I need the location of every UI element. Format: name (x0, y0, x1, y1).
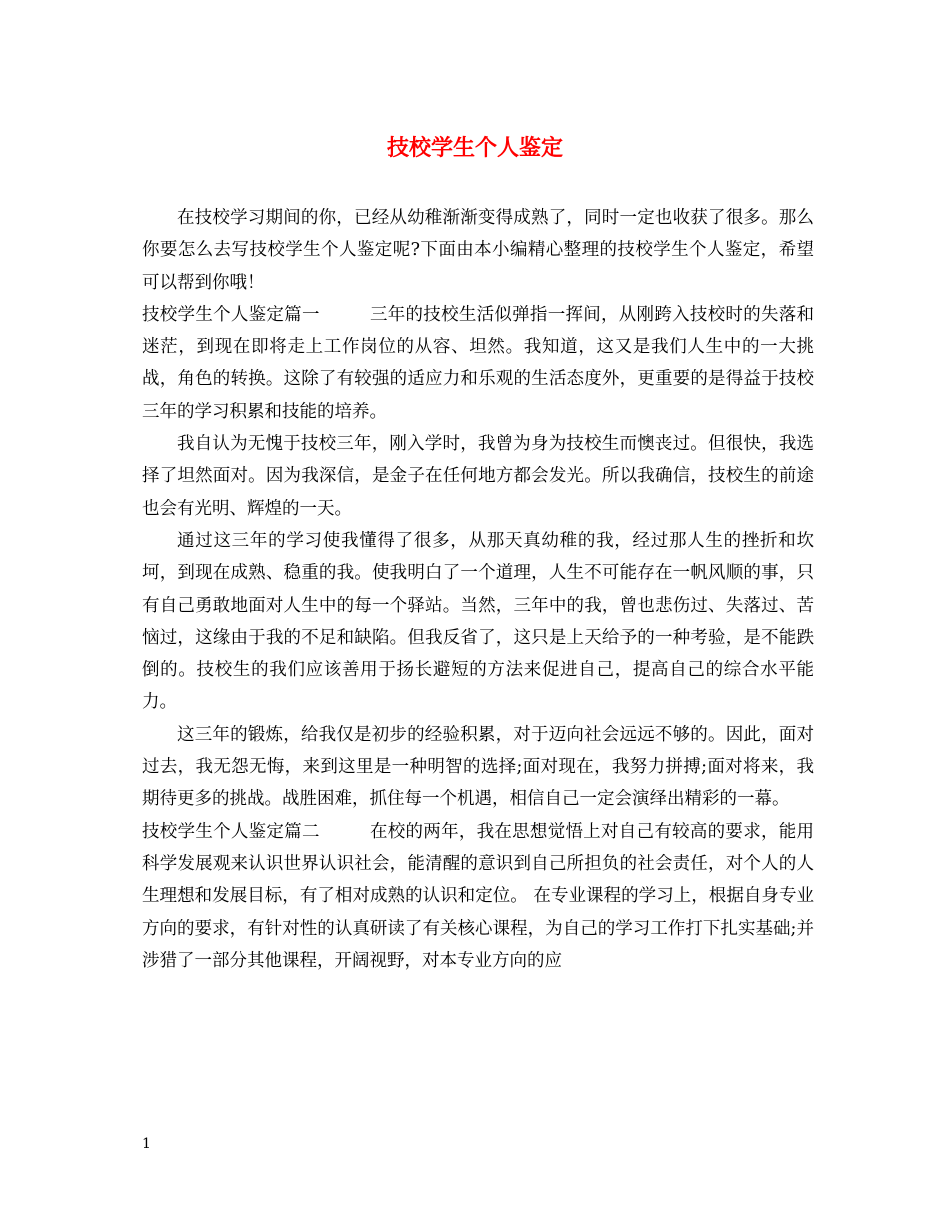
page-number: 1 (142, 1136, 151, 1152)
document-title: 技校学生个人鉴定 (386, 135, 563, 161)
body-paragraph: 我自认为无愧于技校三年，刚入学时，我曾为身为技校生而懊丧过。但很快，我选择了坦然面对。因为我深信，是金子在任何地方都会发光。所以我确信，技校生的前途也会有光明、辉煌的一天。 (142, 434, 814, 519)
intro-paragraph: 在技校学习期间的你，已经从幼稚渐渐变得成熟了，同时一定也收获了很多。那么你要怎么去写技校学生个人鉴定呢?下面由本小编精心整理的技校学生个人鉴定，希望可以帮到你哦！ (142, 208, 814, 293)
section-two-paragraph (142, 816, 814, 977)
section-one-paragraph (142, 299, 814, 428)
document-body (142, 202, 814, 977)
section-heading-one: 技校学生个人鉴定篇一 (142, 304, 320, 325)
body-paragraph: 通过这三年的学习使我懂得了很多，从那天真幼稚的我，经过那人生的挫折和坎坷，到现在成熟、稳重的我。使我明白了一个道理，人生不可能存在一帆风顺的事，只有自己勇敢地面对人生中的每一个驿站。当然，三年中的我，曾也悲伤过、失落过、苦恼过，这缘由于我的不足和缺陷。但我反省了，这只是上天给予的一种考验，是不能跌倒的。技校生的我们应该善用于扬长避短的方法来促进自己，提高自己的综合水平能力。 (142, 530, 814, 713)
section-one-text: 三年的技校生活似弹指一挥间，从刚跨入技校时的失落和迷茫，到现在即将走上工作岗位的从容、坦然。我知道，这又是我们人生中的一大挑战，角色的转换。这除了有较强的适应力和乐观的生活态度外，更重要的是得益于技校三年的学习积累和技能的培养。 (142, 304, 815, 422)
section-heading-two: 技校学生个人鉴定篇二 (142, 821, 320, 842)
section-two-text: 在校的两年，我在思想觉悟上对自己有较高的要求，能用科学发展观来认识世界认识社会，能清醒的意识到自己所担负的社会责任，对个人的人生理想和发展目标，有了相对成熟的认识和定位。 在专业课程的学习上，根据自身专业方向的要求，有针对性的认真研读了有关核心课程，为自己的学习工作打下扎实基础;并涉猎了一部分其他课程，开阔视野，对本专业方向的应 (142, 821, 815, 971)
body-paragraph: 这三年的锻炼，给我仅是初步的经验积累，对于迈向社会远远不够的。因此，面对过去，我无怨无悔，来到这里是一种明智的选择;面对现在，我努力拼搏;面对将来，我期待更多的挑战。战胜困难，抓住每一个机遇，相信自己一定会演绎出精彩的一幕。 (142, 724, 814, 810)
